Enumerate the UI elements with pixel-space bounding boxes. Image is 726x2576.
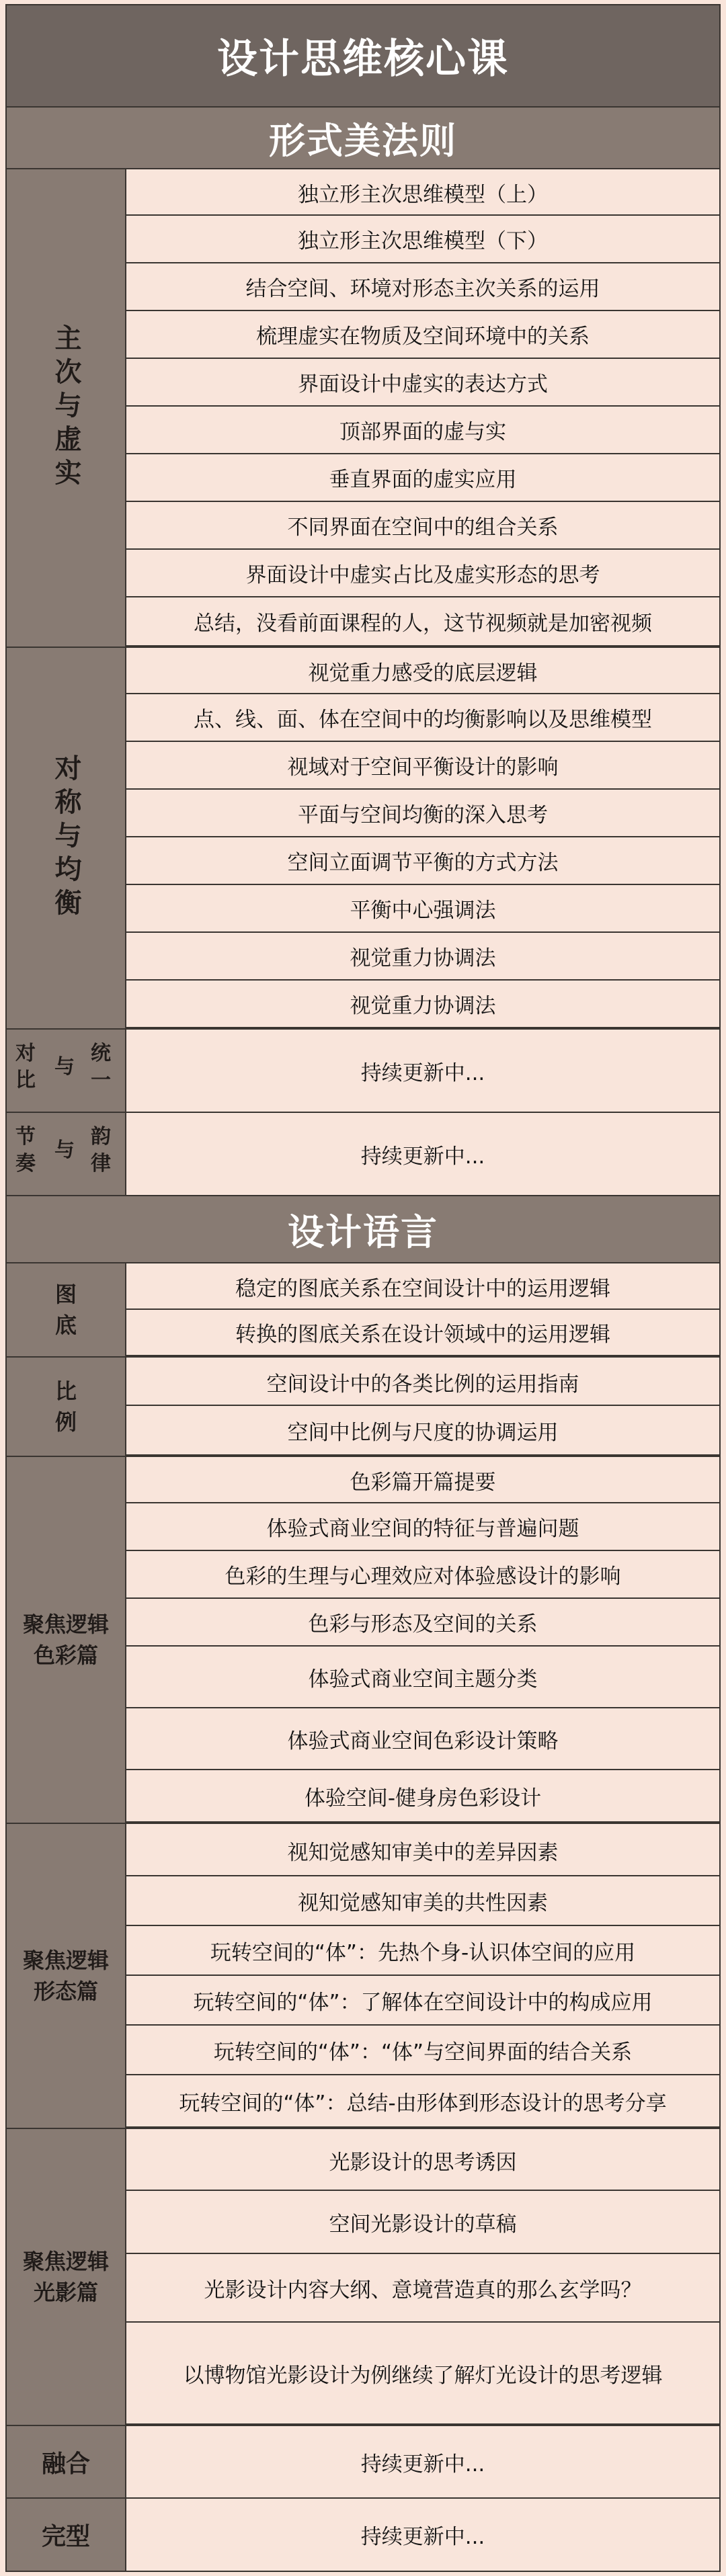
lesson-row[interactable]: 玩转空间的“体”：了解体在空间设计中的构成应用 xyxy=(126,1975,721,2026)
lesson-row[interactable]: 视觉重力协调法 xyxy=(126,979,721,1028)
group-proportion xyxy=(5,1356,721,1457)
lesson-row[interactable]: 点、线、面、体在空间中的均衡影响以及思维模型 xyxy=(126,693,721,742)
category-label: 主次与虚实 xyxy=(5,168,126,648)
lesson-row[interactable]: 空间光影设计的草稿 xyxy=(126,2190,721,2254)
page-title: 设计思维核心课 xyxy=(5,4,721,108)
lesson-row[interactable]: 独立形主次思维模型（上） xyxy=(126,168,721,217)
lesson-row[interactable]: 不同界面在空间中的组合关系 xyxy=(126,501,721,550)
category-label xyxy=(5,1823,126,2129)
lesson-row[interactable]: 空间设计中的各类比例的运用指南 xyxy=(126,1356,721,1407)
lesson-row[interactable]: 持续更新中... xyxy=(126,1112,721,1196)
group-figure-ground xyxy=(5,1262,721,1358)
lesson-row[interactable]: 色彩与形态及空间的关系 xyxy=(126,1597,721,1647)
group-symmetry-balance xyxy=(5,647,721,1030)
lesson-row[interactable]: 平衡中心强调法 xyxy=(126,884,721,933)
lesson-row[interactable]: 空间立面调节平衡的方式方法 xyxy=(126,836,721,885)
lesson-row[interactable]: 光影设计的思考诱因 xyxy=(126,2128,721,2192)
category-label xyxy=(5,1456,126,1824)
group-fusion xyxy=(5,2425,721,2499)
lesson-row[interactable]: 转换的图底关系在设计领域中的运用逻辑 xyxy=(126,1308,721,1356)
lesson-row[interactable]: 玩转空间的“体”：“体”与空间界面的结合关系 xyxy=(126,2024,721,2075)
category-label-visual: 节 奏 与 韵 律 xyxy=(15,1125,111,1175)
category-label-text: 图底 xyxy=(54,1282,77,1338)
group-gestalt xyxy=(5,2497,721,2572)
group-primary-secondary xyxy=(5,168,721,648)
lesson-row[interactable]: 独立形主次思维模型（下） xyxy=(126,214,721,263)
lesson-row[interactable]: 总结，没看前面课程的人，这节视频就是加密视频 xyxy=(126,596,721,647)
group-rhythm xyxy=(5,1112,721,1196)
lesson-row[interactable]: 持续更新中... xyxy=(126,2425,721,2499)
category-label-text: 聚焦逻辑色彩篇 xyxy=(22,1612,109,1668)
lesson-row[interactable]: 视知觉感知审美中的差异因素 xyxy=(126,1823,721,1878)
group-form xyxy=(5,1823,721,2129)
lesson-row[interactable]: 视觉重力感受的底层逻辑 xyxy=(126,647,721,696)
category-label xyxy=(5,1262,126,1358)
lesson-row[interactable]: 玩转空间的“体”：先热个身-认识体空间的应用 xyxy=(126,1925,721,1976)
category-label: 对称与均衡 xyxy=(5,647,126,1030)
lesson-row[interactable]: 以博物馆光影设计为例继续了解灯光设计的思考逻辑 xyxy=(126,2321,721,2425)
category-label-visual: 对 比 与 统 一 xyxy=(15,1042,111,1092)
lesson-row[interactable]: 光影设计内容大纲、意境营造真的那么玄学吗？ xyxy=(126,2253,721,2323)
category-label-text: 比例 xyxy=(54,1378,77,1435)
lesson-row[interactable]: 梳理虚实在物质及空间环境中的关系 xyxy=(126,310,721,359)
lesson-row[interactable]: 色彩篇开篇提要 xyxy=(126,1456,721,1505)
category-label xyxy=(5,2128,126,2426)
category-label xyxy=(5,1112,126,1196)
lesson-row[interactable]: 顶部界面的虚与实 xyxy=(126,405,721,454)
lesson-row[interactable]: 结合空间、环境对形态主次关系的运用 xyxy=(126,262,721,311)
lesson-row[interactable]: 体验式商业空间色彩设计策略 xyxy=(126,1707,721,1770)
lesson-row[interactable]: 视域对于空间平衡设计的影响 xyxy=(126,741,721,790)
lesson-row[interactable]: 视觉重力协调法 xyxy=(126,931,721,981)
lesson-row[interactable]: 玩转空间的“体”：总结-由形体到形态设计的思考分享 xyxy=(126,2074,721,2128)
lesson-row[interactable]: 持续更新中... xyxy=(126,2497,721,2572)
lesson-row[interactable]: 垂直界面的虚实应用 xyxy=(126,453,721,502)
lesson-row[interactable]: 空间中比例与尺度的协调运用 xyxy=(126,1405,721,1456)
category-label-text: 聚焦逻辑形态篇 xyxy=(22,1948,109,2004)
group-light-shadow xyxy=(5,2128,721,2426)
lesson-row[interactable]: 体验式商业空间的特征与普遍问题 xyxy=(126,1502,721,1551)
lesson-row[interactable]: 稳定的图底关系在空间设计中的运用逻辑 xyxy=(126,1262,721,1311)
category-label: 完型 xyxy=(5,2497,126,2572)
group-color xyxy=(5,1456,721,1824)
lesson-row[interactable]: 视知觉感知审美的共性因素 xyxy=(126,1875,721,1926)
group-contrast-unity xyxy=(5,1028,721,1113)
lesson-row[interactable]: 色彩的生理与心理效应对体验感设计的影响 xyxy=(126,1550,721,1599)
section-heading-design-language: 设计语言 xyxy=(5,1195,721,1263)
category-label xyxy=(5,1028,126,1113)
lesson-row[interactable]: 平面与空间均衡的深入思考 xyxy=(126,788,721,837)
category-label: 融合 xyxy=(5,2425,126,2499)
category-label-text: 聚焦逻辑光影篇 xyxy=(22,2249,109,2305)
lesson-row[interactable]: 体验式商业空间主题分类 xyxy=(126,1645,721,1708)
lesson-row[interactable]: 界面设计中虚实占比及虚实形态的思考 xyxy=(126,548,721,597)
section-heading-form-beauty: 形式美法则 xyxy=(5,106,721,169)
lesson-row[interactable]: 持续更新中... xyxy=(126,1028,721,1113)
lesson-row[interactable]: 界面设计中虚实的表达方式 xyxy=(126,358,721,407)
category-label xyxy=(5,1356,126,1457)
lesson-row[interactable]: 体验空间-健身房色彩设计 xyxy=(126,1769,721,1823)
